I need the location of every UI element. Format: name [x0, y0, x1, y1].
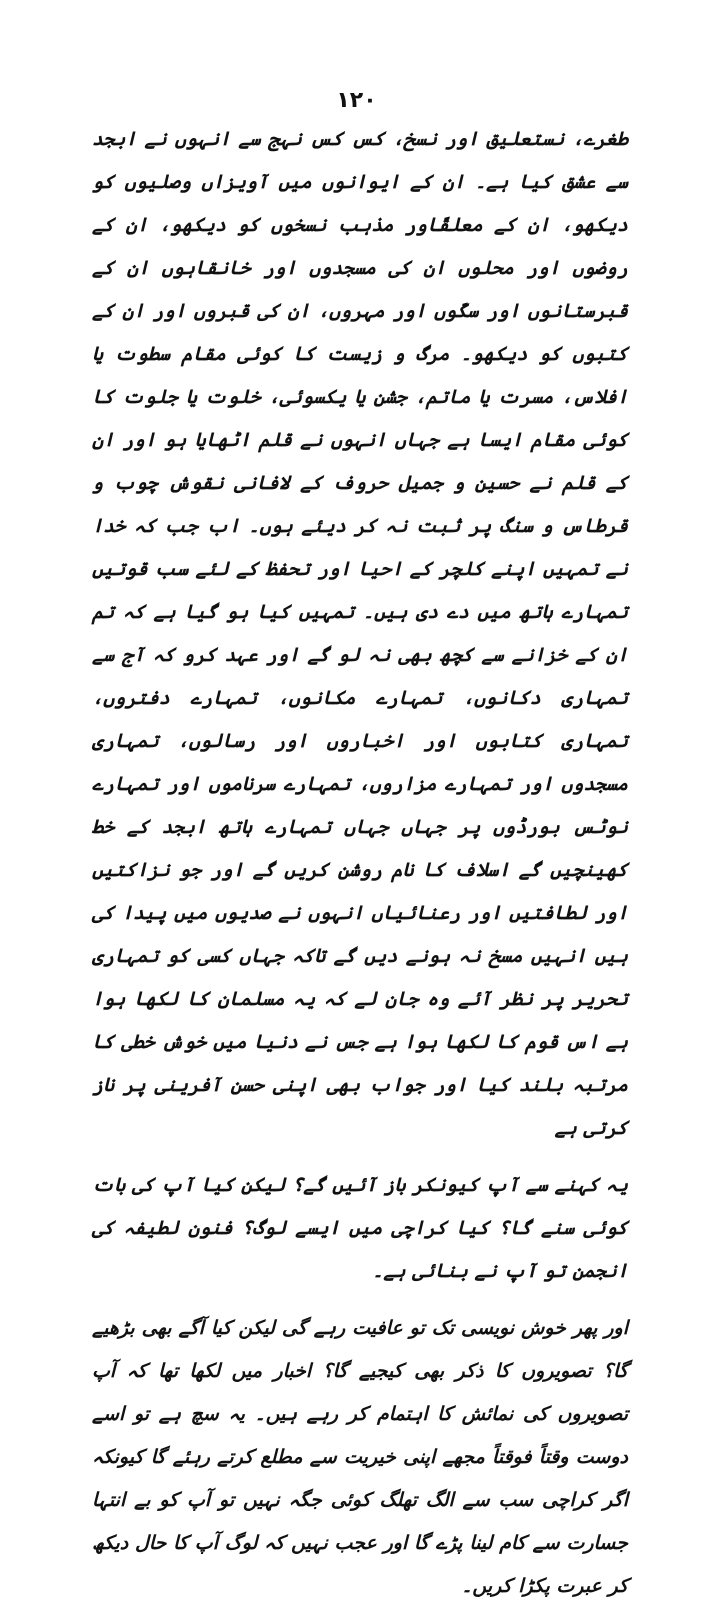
paragraph-2: یہ کہنے سے آپ کیونکر باز آئیں گے؟ لیکن کیا آپ کی بات کوئی سنے گا؟ کیا کراچی میں ایسے لوگ؟ فنون لطیفہ کی انجمن تو آپ نے بنائی ہے۔ — [92, 1174, 628, 1282]
body-text — [92, 118, 628, 1608]
page-number: ۱۲۰ — [336, 88, 377, 113]
paragraph-3: اور پھر خوش نویسی تک تو عافیت رہے گی لیکن کیا آگے بھی بڑھیے گا؟ تصویروں کا ذکر بھی کیجیے گا؟ اخبار میں لکھا تھا کہ آپ تصویروں کی نمائش کا اہتمام کر رہے ہیں۔ یہ سچ ہے تو اسے دوست وقتاً فوقتاً مجھے اپنی خیریت سے مطلع کرتے رہئے گا کیونکہ اگر کراچی سب سے الگ تھلگ کوئی جگہ نہیں تو آپ کو بے انتہا جسارت سے کام لینا پڑے گا اور عجب نہیں کہ لوگ آپ کا حال دیکھ کر عبرت پکڑا کریں۔ — [92, 1317, 628, 1597]
paragraph-1: طغرے، نستعلیق اور نسخ، کس کس نہج سے انہوں نے ابجد سے عشق کیا ہے۔ ان کے ایوانوں میں آویزاں وصلیوں کو دیکھو، ان کے معلقّاور مذہب نسخوں کو دیکھو، ان کے روضوں اور محلوں ان کی مسجدوں اور خانقاہوں ان کے قبرستانوں اور سکّوں اور مہروں، ان کی قبروں اور ان کے کتبوں کو دیکھو۔ مرگ و زیست کا کوئی مقام سطوت یا افلاس، مسرت یا ماتم، جشن یا یکسوئی، خلوت یا جلوت کا کوئی مقام ایسا ہے جہاں انہوں نے قلم اٹھایا ہو اور ان کے قلم نے حسین و جمیل حروف کے لافانی نقوش چوب و قرطاس و سنگ پر ثبت نہ کر دیئے ہوں۔ اب جب کہ خدا نے تمہیں اپنے کلچر کے احیا اور تحفظ کے لئے سب قوتیں تمہارے ہاتھ میں دے دی ہیں۔ تمہیں کیا ہو گیا ہے کہ تم ان کے خزانے سے کچھ بھی نہ لو گے اور عہد کرو کہ آج سے تمہاری دکانوں، تمہارے مکانوں، تمہارے دفتروں، تمہاری کتابوں اور اخباروں اور رسالوں، تمہاری مسجدوں اور تمہارے مزاروں، تمہارے سرناموں اور تمہارے نوٹس بورڈوں پر جہاں جہاں تمہارے ہاتھ ابجد کے خط کھینچیں گے اسلاف کا نام روشن کریں گے اور جو نزاکتیں اور لطافتیں اور رعنائیاں انہوں نے صدیوں میں پیدا کی ہیں انہیں مسخ نہ ہونے دیں گے تاکہ جہاں کسی کو تمہاری تحریر پر نظر آئے وہ جان لے کہ یہ مسلمان کا لکھا ہوا ہے اس قوم کا لکھا ہوا ہے جس نے دنیا میں خوش خطی کا مرتبہ بلند کیا اور جواب بھی اپنی حسن آفرینی پر ناز کرتی ہے — [92, 128, 628, 1139]
